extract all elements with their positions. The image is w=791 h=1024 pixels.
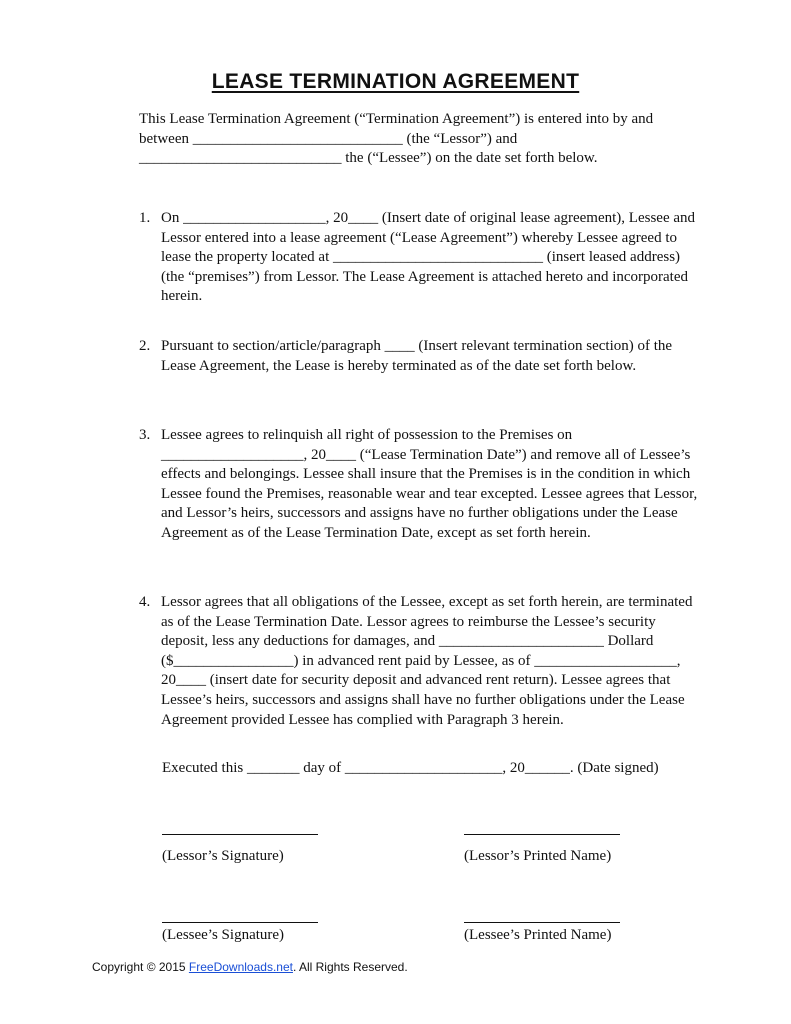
lessor-name-line xyxy=(464,834,620,835)
clause-2 xyxy=(139,337,699,376)
clause-text: On ___________________, 20____ (Insert date of original lease agreement), Lessee and Lessor entered into a lease agreement (“Lease Agreement”) whereby Lessee agreed to lease the property located at ____________________________ (insert leased address) (the “premises”) from Lessor. The Lease Agreement is attached hereto and incorporated herein. xyxy=(161,210,696,305)
clause-number: 1. xyxy=(139,210,151,226)
freedownloads-link[interactable]: FreeDownloads.net xyxy=(188,960,293,974)
clause-number: 3. xyxy=(139,427,151,443)
lessor-signature-label: (Lessor’s Signature) xyxy=(162,848,284,864)
copyright-suffix: . All Rights Reserved. xyxy=(292,960,408,974)
lessee-name-line xyxy=(464,922,620,923)
document-title: LEASE TERMINATION AGREEMENT xyxy=(211,70,580,93)
lessee-signature-label: (Lessee’s Signature) xyxy=(162,927,285,943)
clause-text: Lessor agrees that all obligations of the Lessee, except as set forth herein, are terminated as of the Lease Termination Date. Lessor agrees to reimburse the Lessee’s security deposit, less any deductions for damages, and ______________________ Dollard ($________________) in advanced rent paid by Lessee, as of ___________________, 20____ (insert date for security deposit and advanced rent return). Lessee agrees that Lessee’s heirs, successors and assigns shall have no further obligations under the Lease Agreement provided Lessee has complied with Paragraph 3 herein. xyxy=(161,594,693,728)
lessor-signature-line xyxy=(162,834,318,835)
intro-paragraph: This Lease Termination Agreement (“Termination Agreement”) is entered into by and between ____________________________ (the “Lessor”) and ___________________________ the (“Lessee”) on the date set forth below. xyxy=(139,111,654,167)
clause-4 xyxy=(139,593,699,730)
clause-3 xyxy=(139,426,699,544)
copyright-prefix: Copyright © 2015 xyxy=(92,960,189,974)
execution-line: Executed this _______ day of _____________________, 20______. (Date signed) xyxy=(162,760,659,776)
clause-text: Lessee agrees to relinquish all right of possession to the Premises on ___________________, 20____ (“Lease Termination Date”) and remove all of Lessee’s effects and belongings. Lessee shall insure that the Premises is in the condition in which Lessee found the Premises, reasonable wear and tear excepted. Lessee agrees that Lessor, and Lessor’s heirs, successors and assigns have no further obligations under the Lease Agreement as of the Lease Termination Date, except as set forth herein. xyxy=(161,427,698,541)
clause-text: Pursuant to section/article/paragraph ____ (Insert relevant termination section) of the Lease Agreement, the Lease is hereby terminated as of the date set forth below. xyxy=(161,338,673,374)
clause-number: 2. xyxy=(139,338,151,354)
lessor-name-label: (Lessor’s Printed Name) xyxy=(464,848,612,864)
lessee-signature-line xyxy=(162,922,318,923)
clause-1 xyxy=(139,209,699,307)
clause-number: 4. xyxy=(139,594,151,610)
lessee-name-label: (Lessee’s Printed Name) xyxy=(464,927,612,943)
copyright-footer xyxy=(92,960,408,974)
